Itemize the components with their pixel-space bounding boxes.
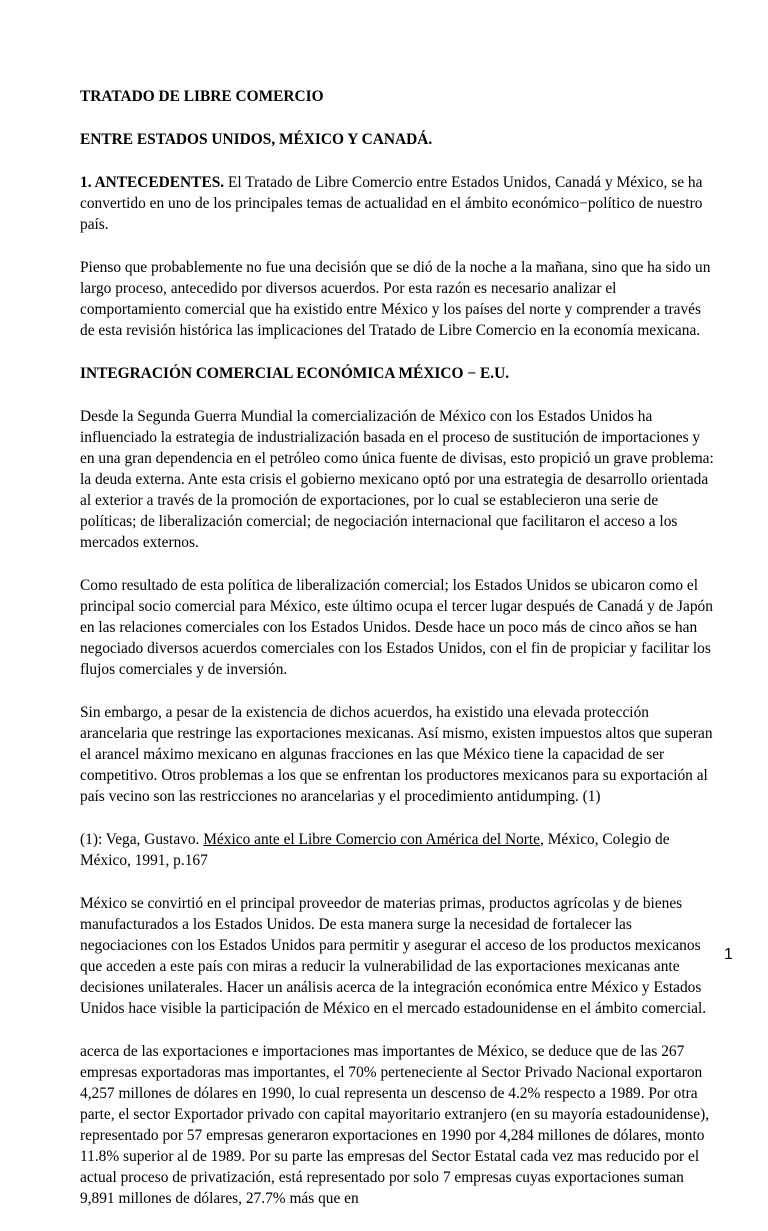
page-number: 1 bbox=[724, 946, 733, 963]
footnote bbox=[80, 829, 716, 871]
section-text: El Tratado de Libre Comercio entre Estados Unidos, Canadá y México, se ha convertido en uno de los principales temas de actualidad en el ámbito económico−político de nuestro país. bbox=[80, 174, 703, 233]
footnote-book-title: México ante el Libre Comercio con América del Norte bbox=[203, 831, 541, 848]
section-heading: 1. ANTECEDENTES. bbox=[80, 174, 225, 191]
document-title: TRATADO DE LIBRE COMERCIO bbox=[80, 88, 324, 105]
paragraph: México se convirtió en el principal proveedor de materias primas, productos agrícolas y de bienes manufacturados a los Estados Unidos. De esta manera surge la necesidad de fortalecer las negociaciones con los Estados Unidos para permitir y asegurar el acceso de los productos mexicanos que acceden a este país con miras a reducir la vulnerabilidad de las exportaciones mexicanas ante decisiones unilaterales. Hacer un análisis acerca de la integración económica entre México y Estados Unidos hace visible la participación de México en el mercado estadounidense en el ámbito comercial. bbox=[80, 895, 707, 1017]
footnote-suffix: , México, Colegio de México, 1991, p.167 bbox=[80, 831, 670, 869]
document-page bbox=[80, 86, 716, 1231]
paragraph: Sin embargo, a pesar de la existencia de dichos acuerdos, ha existido una elevada protección arancelaria que restringe las exportaciones mexicanas. Así mismo, existen impuestos altos que superan el arancel máximo mexicano en algunas fracciones en las que México tiene la capacidad de ser competitivo. Otros problemas a los que se enfrentan los productores mexicanos para su exportación al país vecino son las restricciones no arancelarias y el procedimiento antidumping. (1) bbox=[80, 704, 713, 805]
section-heading-integracion: INTEGRACIÓN COMERCIAL ECONÓMICA MÉXICO − E.U. bbox=[80, 365, 510, 382]
footnote-prefix: (1): Vega, Gustavo. bbox=[80, 831, 204, 848]
section-antecedentes bbox=[80, 172, 716, 235]
paragraph: Como resultado de esta política de liberalización comercial; los Estados Unidos se ubicaron como el principal socio comercial para México, este último ocupa el tercer lugar después de Canadá y de Japón en las relaciones comerciales con los Estados Unidos. Desde hace un poco más de cinco años se han negociado diversos acuerdos comerciales con los Estados Unidos, con el fin de propiciar y facilitar los flujos comerciales y de inversión. bbox=[80, 577, 713, 678]
paragraph: Pienso que probablemente no fue una decisión que se dió de la noche a la mañana, sino que ha sido un largo proceso, antecedido por diversos acuerdos. Por esta razón es necesario analizar el comportamiento comercial que ha existido entre México y los países del norte y comprender a través de esta revisión histórica las implicaciones del Tratado de Libre Comercio en la economía mexicana. bbox=[80, 259, 711, 339]
paragraph: acerca de las exportaciones e importaciones mas importantes de México, se deduce que de las 267 empresas exportadoras mas importantes, el 70% perteneciente al Sector Privado Nacional exportaron 4,257 millones de dólares en 1990, lo cual representa un descenso de 4.2% respecto a 1989. Por otra parte, el sector Exportador privado con capital mayoritario extranjero (en su mayoría estadounidense), representado por 57 empresas generaron exportaciones en 1990 por 4,284 millones de dólares, monto 11.8% superior al de 1989. Por su parte las empresas del Sector Estatal cada vez mas reducido por el actual proceso de privatización, está representado por solo 7 empresas cuyas exportaciones suman 9,891 millones de dólares, 27.7% más que en bbox=[80, 1043, 710, 1207]
paragraph: Desde la Segunda Guerra Mundial la comercialización de México con los Estados Unidos ha influenciado la estrategia de industrialización basada en el proceso de sustitución de importaciones y en una gran dependencia en el petróleo como única fuente de divisas, esto propició un grave problema: la deuda externa. Ante esta crisis el gobierno mexicano optó por una estrategia de desarrollo orientada al exterior a través de la promoción de exportaciones, por lo cual se establecieron una serie de políticas; de liberalización comercial; de negociación internacional que facilitaron el acceso a los mercados externos. bbox=[80, 408, 714, 551]
document-subtitle: ENTRE ESTADOS UNIDOS, MÉXICO Y CANADÁ. bbox=[80, 131, 433, 148]
